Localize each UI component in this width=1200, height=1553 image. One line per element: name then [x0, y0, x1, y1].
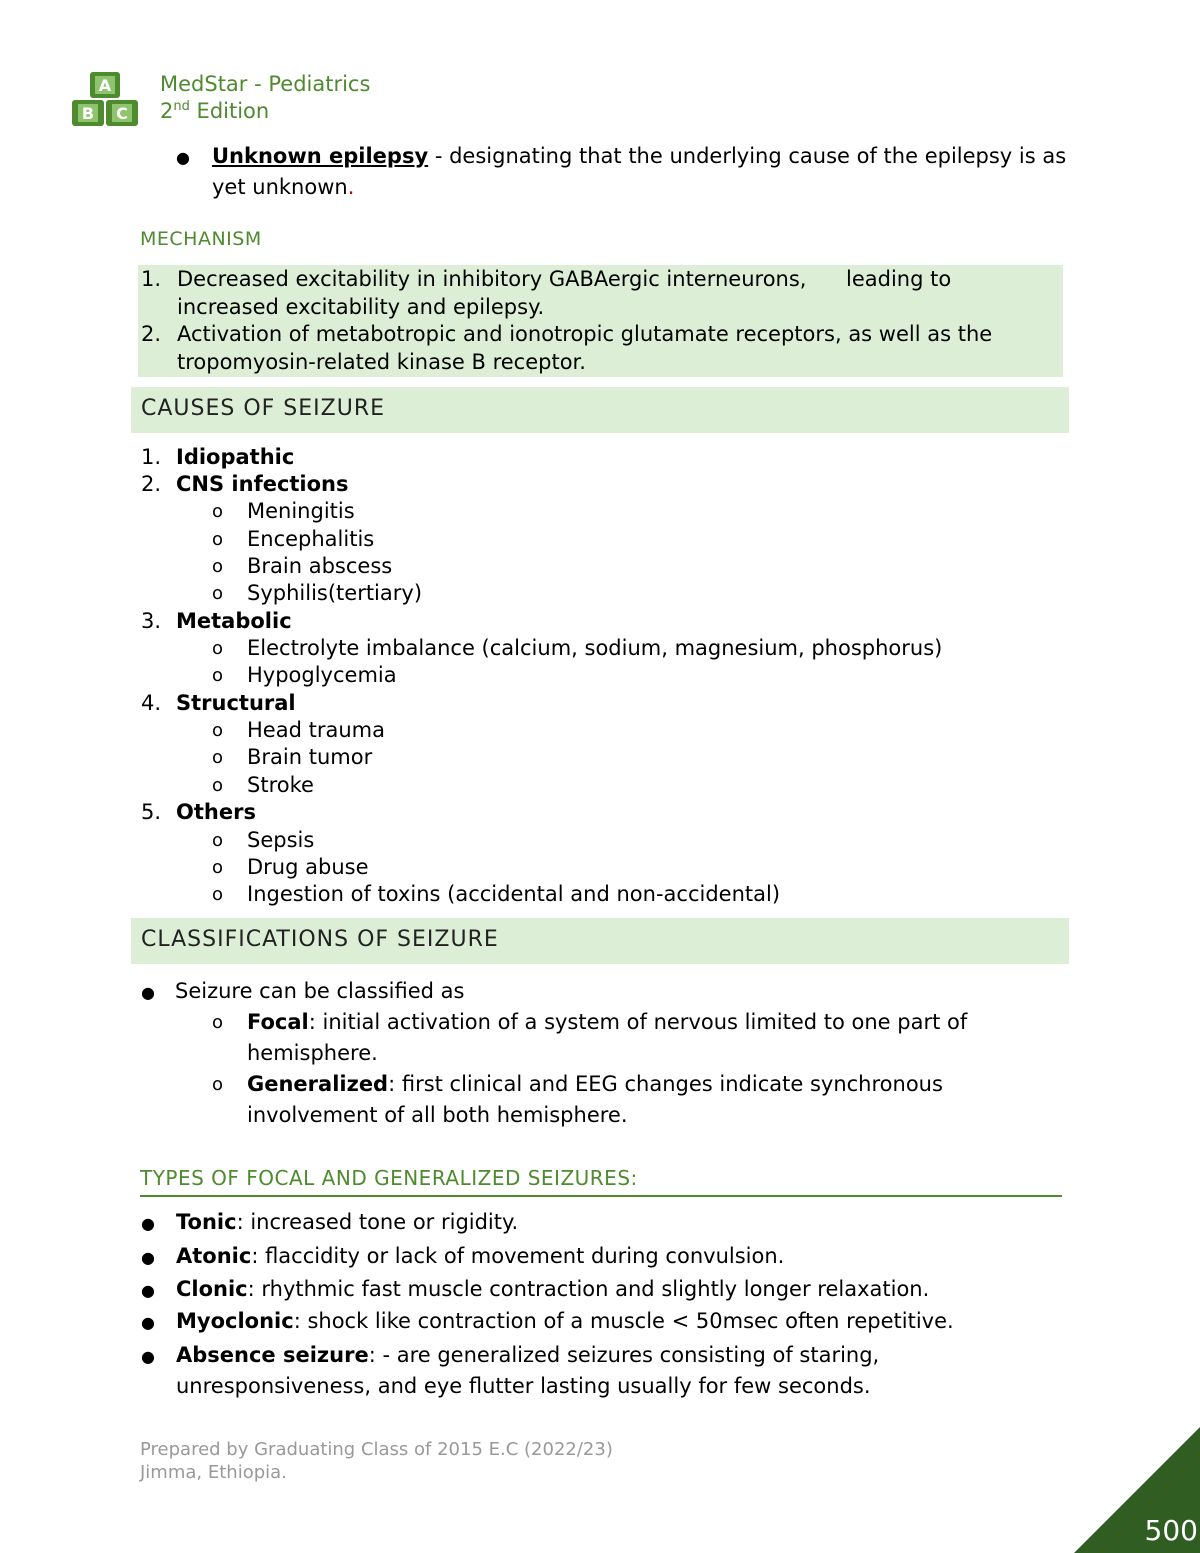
circle-bullet-icon: o — [212, 720, 224, 741]
type-item-absence-line-2: unresponsiveness, and eye flutter lasting usually for few seconds. — [176, 1374, 871, 1398]
type-item-absence: Absence seizure: - are generalized seizures consisting of staring, — [176, 1343, 880, 1367]
logo-letter-a: A — [98, 76, 112, 95]
type-item-myoclonic: Myoclonic: shock like contraction of a muscle < 50msec often repetitive. — [176, 1309, 954, 1333]
mechanism-num-1: 1. — [141, 267, 162, 291]
focal-line-1: Focal: initial activation of a system of nervous limited to one part of — [247, 1010, 968, 1034]
types-heading: TYPES OF FOCAL AND GENERALIZED SEIZURES: — [140, 1166, 638, 1190]
mechanism-item-1-line-1: Decreased excitability in inhibitory GABAergic interneurons, — [177, 267, 807, 291]
circle-bullet-icon: o — [212, 884, 224, 905]
logo-letter-b: B — [81, 104, 95, 123]
edition-word: Edition — [189, 99, 270, 123]
circle-bullet-icon: o — [212, 665, 224, 686]
edition-sup: nd — [173, 99, 190, 114]
intro-line-1 — [212, 144, 1066, 168]
cause-sub-item: Brain abscess — [247, 554, 393, 578]
intro-text-2: yet unknown — [212, 175, 348, 199]
cause-sub-item: Encephalitis — [247, 527, 375, 551]
edition-number: 2 — [160, 99, 174, 123]
page-number: 500 — [1144, 1514, 1198, 1547]
cause-num-4: 4. — [141, 691, 162, 715]
cause-num-3: 3. — [141, 609, 162, 633]
circle-bullet-icon: o — [212, 857, 224, 878]
circle-bullet-icon: o — [212, 1074, 224, 1095]
intro-term: Unknown epilepsy — [212, 144, 429, 168]
bullet-dot-icon: ● — [176, 148, 190, 167]
circle-bullet-icon: o — [212, 1012, 224, 1033]
footer-line-2: Jimma, Ethiopia. — [140, 1462, 287, 1483]
circle-bullet-icon: o — [212, 583, 224, 604]
circle-bullet-icon: o — [212, 747, 224, 768]
mechanism-item-1-line-1b: leading to — [846, 267, 952, 291]
page-header — [70, 70, 470, 132]
bullet-dot-icon: ● — [141, 1281, 155, 1300]
brand-edition — [160, 99, 269, 123]
circle-bullet-icon: o — [212, 529, 224, 550]
abc-blocks-logo — [70, 70, 142, 128]
generalized-line-1: Generalized: first clinical and EEG changes indicate synchronous — [247, 1072, 943, 1096]
mechanism-heading: MECHANISM — [140, 228, 262, 250]
cause-sub-item: Meningitis — [247, 499, 355, 523]
mechanism-item-2-line-1: Activation of metabotropic and ionotropic glutamate receptors, as well as the — [177, 322, 993, 346]
page-footer — [140, 1438, 613, 1484]
classification-intro: Seizure can be classified as — [175, 979, 465, 1003]
cause-label-1: Idiopathic — [176, 445, 295, 469]
bullet-dot-icon: ● — [141, 1347, 155, 1366]
type-item-clonic: Clonic: rhythmic fast muscle contraction and slightly longer relaxation. — [176, 1277, 930, 1301]
cause-num-2: 2. — [141, 472, 162, 496]
bullet-dot-icon: ● — [141, 1214, 155, 1233]
cause-sub-item: Drug abuse — [247, 855, 369, 879]
cause-label-2: CNS infections — [176, 472, 349, 496]
type-item-atonic: Atonic: flaccidity or lack of movement during convulsion. — [176, 1244, 785, 1268]
bullet-dot-icon: ● — [141, 1313, 155, 1332]
intro-text-end: . — [347, 175, 355, 199]
bullet-dot-icon: ● — [141, 1248, 155, 1267]
circle-bullet-icon: o — [212, 501, 224, 522]
cause-sub-item: Ingestion of toxins (accidental and non-accidental) — [247, 882, 781, 906]
bullet-dot-icon: ● — [141, 983, 155, 1002]
classifications-heading: CLASSIFICATIONS OF SEIZURE — [141, 927, 499, 952]
circle-bullet-icon: o — [212, 556, 224, 577]
focal-line-2: hemisphere. — [247, 1041, 378, 1065]
mechanism-item-2-line-2: tropomyosin-related kinase B receptor. — [177, 350, 586, 374]
intro-line-2 — [212, 175, 354, 199]
cause-num-5: 5. — [141, 800, 162, 824]
cause-sub-item: Sepsis — [247, 828, 315, 852]
cause-sub-item: Brain tumor — [247, 745, 373, 769]
cause-label-5: Others — [176, 800, 256, 824]
cause-sub-item: Electrolyte imbalance (calcium, sodium, magnesium, phosphorus) — [247, 636, 943, 660]
circle-bullet-icon: o — [212, 830, 224, 851]
causes-heading: CAUSES OF SEIZURE — [141, 396, 386, 421]
footer-line-1: Prepared by Graduating Class of 2015 E.C (2022/23) — [140, 1439, 613, 1460]
cause-num-1: 1. — [141, 445, 162, 469]
intro-text-1: - designating that the underlying cause of the epilepsy is as — [428, 144, 1067, 168]
types-heading-rule — [140, 1195, 1062, 1197]
cause-sub-item: Stroke — [247, 773, 314, 797]
mechanism-num-2: 2. — [141, 322, 162, 346]
mechanism-item-1-line-2: increased excitability and epilepsy. — [177, 295, 545, 319]
brand-title: MedStar - Pediatrics — [160, 72, 371, 96]
type-item-tonic: Tonic: increased tone or rigidity. — [176, 1210, 519, 1234]
cause-sub-item: Hypoglycemia — [247, 663, 397, 687]
cause-sub-item: Head trauma — [247, 718, 385, 742]
circle-bullet-icon: o — [212, 775, 224, 796]
cause-label-4: Structural — [176, 691, 296, 715]
circle-bullet-icon: o — [212, 638, 224, 659]
logo-letter-c: C — [116, 104, 128, 123]
cause-sub-item: Syphilis(tertiary) — [247, 581, 423, 605]
generalized-line-2: involvement of all both hemisphere. — [247, 1103, 628, 1127]
cause-label-3: Metabolic — [176, 609, 292, 633]
